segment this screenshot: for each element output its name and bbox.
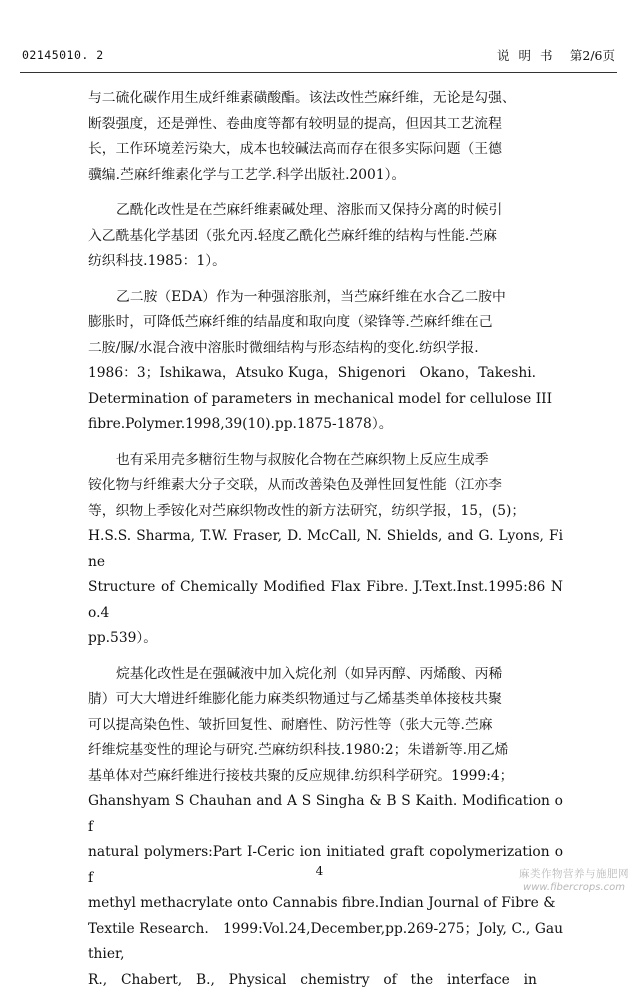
document-type: 说明书	[497, 46, 562, 64]
paragraph-gap	[88, 275, 563, 285]
site-watermark	[519, 868, 629, 894]
text-line: 入乙酰基化学基团（张允丙.轻度乙酰化苎麻纤维的结构与性能.苎麻	[88, 224, 563, 250]
text-line: 长，工作环境差污染大，成本也较碱法高而存在很多实际问题（王德	[88, 137, 563, 163]
paragraph	[88, 86, 563, 188]
text-line: 铵化物与纤维素大分子交联，从而改善染色及弹性回复性能（江亦李	[88, 473, 563, 499]
text-line: Ghanshyam S Chauhan and A S Singha & B S Kaith. Modification of	[88, 789, 563, 840]
text-line: 也有采用壳多糖衍生物与叔胺化合物在苎麻织物上反应生成季	[88, 448, 563, 474]
text-line: 膨胀时，可降低苎麻纤维的结晶度和取向度（梁锋等.苎麻纤维在己	[88, 310, 563, 336]
text-line: Textile Research. 1999:Vol.24,December,pp.269-275；Joly, C., Gauthier,	[88, 917, 563, 968]
paragraph-gap	[88, 652, 563, 662]
text-line: 乙酰化改性是在苎麻纤维素碱处理、溶胀而又保持分离的时候引	[88, 198, 563, 224]
text-line: methyl methacrylate onto Cannabis fibre.Indian Journal of Fibre &	[88, 891, 563, 917]
text-line: Structure of Chemically Modified Flax Fibre. J.Text.Inst.1995:86 No.4	[88, 575, 563, 626]
text-line: H.S.S. Sharma, T.W. Fraser, D. McCall, N. Shields, and G. Lyons, Fine	[88, 524, 563, 575]
text-line: 可以提高染色性、皱折回复性、耐磨性、防污性等（张大元等.苎麻	[88, 713, 563, 739]
patent-number: 02145010. 2	[22, 48, 104, 62]
text-line: 乙二胺（EDA）作为一种强溶胀剂，当苎麻纤维在水合乙二胺中	[88, 285, 563, 311]
page-number: 4	[0, 864, 639, 878]
text-line: R., Chabert, B., Physical chemistry of the interface in	[88, 968, 563, 993]
text-line: 纺织科技.1985：1）。	[88, 249, 563, 275]
text-line: 二胺/脲/水混合液中溶胀时微细结构与形态结构的变化.纺织学报.	[88, 336, 563, 362]
paragraph	[88, 198, 563, 275]
text-line: Determination of parameters in mechanical model for cellulose III	[88, 387, 563, 413]
text-line: natural polymers:Part I-Ceric ion initiated graft copolymerization of	[88, 840, 563, 891]
text-line: 纤维烷基变性的理论与研究.苎麻纺织科技.1980:2；朱谱新等.用乙烯	[88, 738, 563, 764]
paragraph	[88, 662, 563, 993]
paragraph	[88, 285, 563, 438]
text-line: 断裂强度，还是弹性、卷曲度等都有较明显的提高，但因其工艺流程	[88, 112, 563, 138]
text-line: pp.539）。	[88, 626, 563, 652]
paragraph-gap	[88, 188, 563, 198]
text-line: 等，织物上季铵化对苎麻织物改性的新方法研究，纺织学报，15，(5)；	[88, 499, 563, 525]
text-line: 与二硫化碳作用生成纤维素磺酸酯。该法改性苎麻纤维，无论是勾强、	[88, 86, 563, 112]
text-line: 基单体对苎麻纤维进行接枝共聚的反应规律.纺织科学研究。1999:4；	[88, 764, 563, 790]
text-line: 1986：3；Ishikawa，Atsuko Kuga，Shigenori Okano，Takeshi.	[88, 361, 563, 387]
header-rule	[20, 72, 617, 73]
page-indicator: 第2/6页	[570, 46, 615, 64]
paragraph	[88, 448, 563, 652]
body-text	[88, 86, 563, 993]
text-line: fibre.Polymer.1998,39(10).pp.1875-1878）。	[88, 412, 563, 438]
paragraph-gap	[88, 438, 563, 448]
page-header	[22, 46, 615, 68]
watermark-url: www.fibercrops.com	[519, 881, 629, 894]
text-line: 烷基化改性是在强碱液中加入烷化剂（如异丙醇、丙烯酸、丙稀	[88, 662, 563, 688]
watermark-chinese: 麻类作物营养与施肥网	[519, 868, 629, 881]
text-line: 骥编.苎麻纤维素化学与工艺学.科学出版社.2001）。	[88, 163, 563, 189]
text-line: 腈）可大大增进纤维膨化能力麻类织物通过与乙烯基类单体接枝共聚	[88, 687, 563, 713]
